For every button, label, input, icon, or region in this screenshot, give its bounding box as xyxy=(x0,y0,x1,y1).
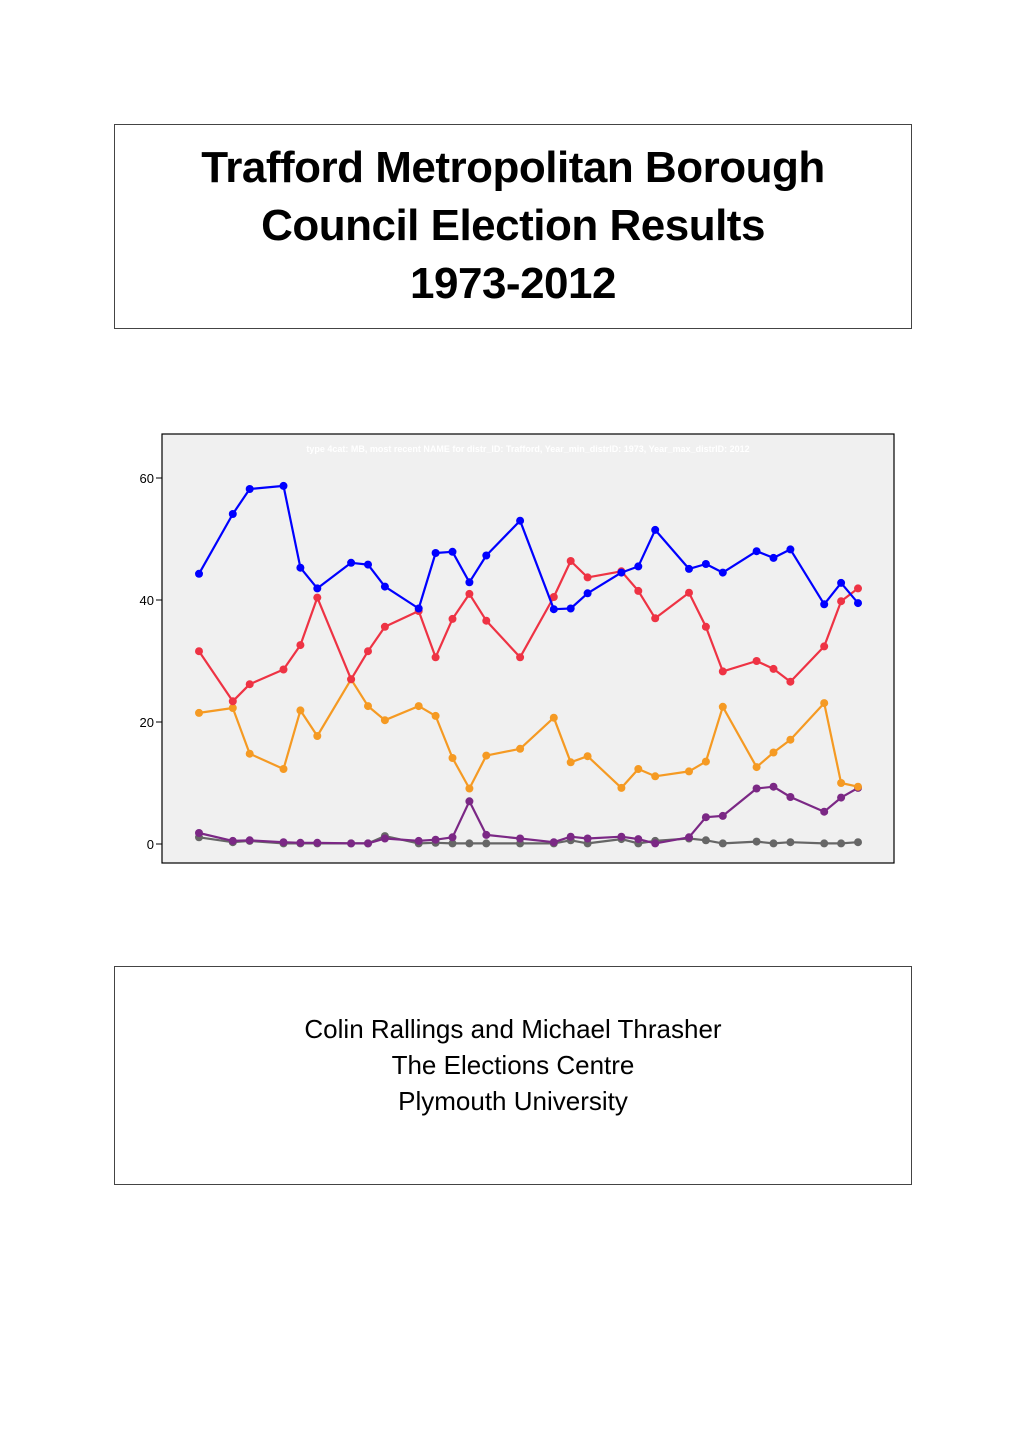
data-point xyxy=(634,562,642,570)
data-point xyxy=(516,653,524,661)
data-point xyxy=(482,839,490,847)
data-point xyxy=(449,754,457,762)
data-point xyxy=(770,554,778,562)
data-point xyxy=(702,623,710,631)
data-point xyxy=(702,836,710,844)
data-point xyxy=(702,758,710,766)
data-point xyxy=(820,699,828,707)
data-point xyxy=(719,569,727,577)
data-point xyxy=(685,565,693,573)
data-point xyxy=(567,557,575,565)
data-point xyxy=(854,584,862,592)
data-point xyxy=(584,752,592,760)
data-point xyxy=(753,838,761,846)
plot-area xyxy=(162,434,894,863)
data-point xyxy=(550,714,558,722)
data-point xyxy=(651,772,659,780)
data-point xyxy=(702,813,710,821)
data-point xyxy=(770,749,778,757)
data-point xyxy=(854,599,862,607)
author-box xyxy=(114,966,912,1185)
data-point xyxy=(364,839,372,847)
data-point xyxy=(246,836,254,844)
institution-name: The Elections Centre xyxy=(391,1050,635,1080)
data-point xyxy=(432,549,440,557)
data-point xyxy=(550,605,558,613)
data-point xyxy=(415,605,423,613)
data-point xyxy=(432,712,440,720)
data-point xyxy=(719,667,727,675)
data-point xyxy=(313,839,321,847)
data-point xyxy=(854,783,862,791)
data-point xyxy=(195,570,203,578)
data-point xyxy=(432,836,440,844)
data-point xyxy=(567,833,575,841)
data-point xyxy=(280,838,288,846)
data-point xyxy=(364,702,372,710)
data-point xyxy=(786,736,794,744)
data-point xyxy=(347,559,355,567)
data-point xyxy=(415,837,423,845)
data-point xyxy=(786,545,794,553)
data-point xyxy=(381,835,389,843)
data-point xyxy=(347,675,355,683)
data-point xyxy=(837,794,845,802)
data-point xyxy=(584,589,592,597)
data-point xyxy=(465,839,473,847)
data-point xyxy=(313,732,321,740)
data-point xyxy=(854,838,862,846)
data-point xyxy=(770,783,778,791)
university-name: Plymouth University xyxy=(398,1086,628,1116)
data-point xyxy=(584,573,592,581)
data-point xyxy=(381,623,389,631)
data-point xyxy=(229,697,237,705)
data-point xyxy=(837,597,845,605)
data-point xyxy=(685,767,693,775)
y-tick-label: 0 xyxy=(146,837,154,852)
data-point xyxy=(634,765,642,773)
data-point xyxy=(229,510,237,518)
data-point xyxy=(702,560,710,568)
data-point xyxy=(280,765,288,773)
data-point xyxy=(719,839,727,847)
data-point xyxy=(280,482,288,490)
data-point xyxy=(465,590,473,598)
data-point xyxy=(753,657,761,665)
data-point xyxy=(415,702,423,710)
data-point xyxy=(753,763,761,771)
y-axis xyxy=(140,471,162,852)
data-point xyxy=(313,594,321,602)
data-point xyxy=(820,808,828,816)
data-point xyxy=(685,833,693,841)
data-point xyxy=(449,833,457,841)
data-point xyxy=(246,485,254,493)
data-point xyxy=(786,793,794,801)
vote-share-chart xyxy=(120,433,900,865)
data-point xyxy=(651,839,659,847)
document-title xyxy=(115,139,911,313)
y-tick-label: 60 xyxy=(139,471,154,486)
data-point xyxy=(482,752,490,760)
data-point xyxy=(195,709,203,717)
data-point xyxy=(617,569,625,577)
data-point xyxy=(280,666,288,674)
data-point xyxy=(719,703,727,711)
data-point xyxy=(381,716,389,724)
data-point xyxy=(364,647,372,655)
data-point xyxy=(449,615,457,623)
data-point xyxy=(634,587,642,595)
data-point xyxy=(516,835,524,843)
title-box xyxy=(114,124,912,329)
data-point xyxy=(432,653,440,661)
data-point xyxy=(550,838,558,846)
data-point xyxy=(753,547,761,555)
data-point xyxy=(719,812,727,820)
data-point xyxy=(195,647,203,655)
data-point xyxy=(195,829,203,837)
data-point xyxy=(465,785,473,793)
title-line-2: Council Election Results xyxy=(261,201,765,250)
data-point xyxy=(482,552,490,560)
data-point xyxy=(820,642,828,650)
data-point xyxy=(449,548,457,556)
y-tick-label: 40 xyxy=(139,593,154,608)
data-point xyxy=(584,835,592,843)
authors: Colin Rallings and Michael Thrasher xyxy=(304,1014,722,1044)
data-point xyxy=(567,758,575,766)
data-point xyxy=(634,835,642,843)
data-point xyxy=(465,578,473,586)
data-point xyxy=(786,838,794,846)
data-point xyxy=(465,797,473,805)
data-point xyxy=(229,837,237,845)
data-point xyxy=(770,839,778,847)
data-point xyxy=(364,561,372,569)
chart-title: type 4cat: MB, most recent NAME for distr_ID: Trafford, Year_min_distrID: 1973, Year_max_distrID: 2012 xyxy=(306,444,750,454)
data-point xyxy=(651,614,659,622)
data-point xyxy=(246,750,254,758)
data-point xyxy=(482,617,490,625)
data-point xyxy=(347,839,355,847)
data-point xyxy=(296,564,304,572)
data-point xyxy=(786,678,794,686)
data-point xyxy=(617,784,625,792)
data-point xyxy=(685,589,693,597)
data-point xyxy=(482,831,490,839)
title-line-3: 1973-2012 xyxy=(410,259,616,308)
data-point xyxy=(296,839,304,847)
data-point xyxy=(770,665,778,673)
author-block xyxy=(115,1011,911,1119)
y-tick-label: 20 xyxy=(139,715,154,730)
data-point xyxy=(313,584,321,592)
data-point xyxy=(516,745,524,753)
data-point xyxy=(820,600,828,608)
data-point xyxy=(837,579,845,587)
data-point xyxy=(837,839,845,847)
data-point xyxy=(296,641,304,649)
title-line-1: Trafford Metropolitan Borough xyxy=(201,143,825,192)
data-point xyxy=(246,680,254,688)
data-point xyxy=(567,605,575,613)
data-point xyxy=(820,839,828,847)
data-point xyxy=(837,779,845,787)
data-point xyxy=(381,583,389,591)
chart-svg xyxy=(120,433,900,865)
data-point xyxy=(516,517,524,525)
data-point xyxy=(296,706,304,714)
data-point xyxy=(617,833,625,841)
data-point xyxy=(753,785,761,793)
data-point xyxy=(651,526,659,534)
